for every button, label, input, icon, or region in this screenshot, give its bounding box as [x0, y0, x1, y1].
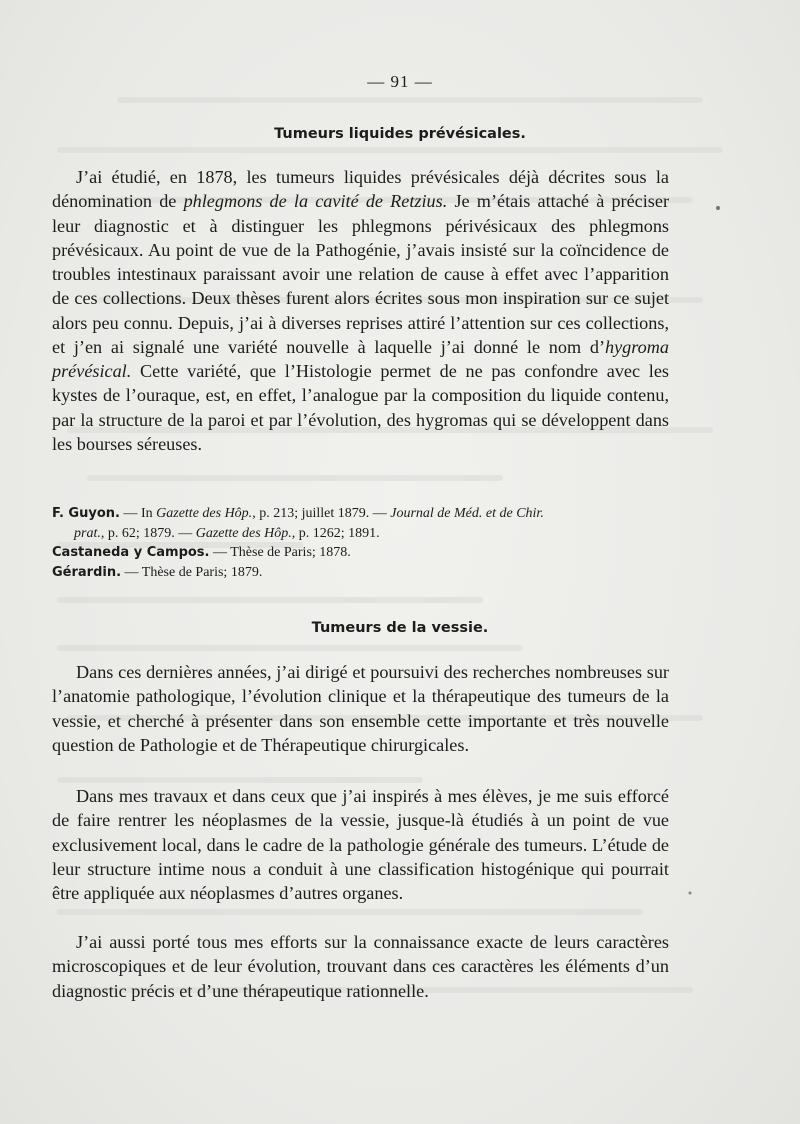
references-block	[52, 504, 677, 582]
reference-guyon-continued	[52, 524, 677, 544]
reference-author: F. Guyon.	[52, 506, 120, 521]
paragraph-text: Je m’étais attaché à préciser leur diagnostic et à distinguer les phlegmons périvésicaux des phlegmons prévésicaux. Au point de vue de la Pathogénie, j’avais insisté sur la coïncidence de troubles intestinaux paraissant avoir une relation de cause à effet avec l’apparition de ces collections. Deux thèses furent alors écrites sous mon inspiration sur ce sujet alors peu connu. Depuis, j’ai à diverses reprises attiré l’attention sur ces collections, et j’en ai signalé une variété nouvelle à laquelle j’ai donné le nom d’	[52, 191, 669, 357]
page-number: — 91 —	[367, 72, 433, 91]
reference-journal: prat.	[74, 525, 101, 541]
paragraph-bladder-3: J’ai aussi porté tous mes efforts sur la connaissance exacte de leurs caractères microscopiques et de leur évolution, trouvant dans ces caractères les éléments d’un diagnostic précis et d’une thérapeutique rationnelle.	[52, 932, 669, 1001]
italic-term: hygroma prévésical.	[52, 336, 669, 381]
reference-author: Castaneda y Campos.	[52, 545, 210, 560]
paragraph-bladder-2: Dans mes travaux et dans ceux que j’ai inspirés à mes élèves, je me suis efforcé de faire rentrer les néoplasmes de la vessie, jusque-là étudiés à un point de vue exclusivement local, dans le cadre de la pathologie générale des tumeurs. L’étude de leur structure intime nous a conduit à une classification histogénique qui pourrait être appliquée aux néoplasmes d’autres organes.	[52, 786, 669, 903]
section-title-liquid-tumors: Tumeurs liquides prévésicales.	[274, 126, 526, 142]
reference-journal: Journal de Méd. et de Chir.	[390, 506, 544, 521]
reference-text: — Thèse de Paris; 1879.	[121, 564, 263, 580]
paragraph-text: Cette variété, que l’Histologie permet de ne pas confondre avec les kystes de l’ouraque, est, en effet, l’analogue par la composition du liquide contenu, par la structure de la paroi et par l’évolution, des hygromas qui se développent dans les bourses séreuses.	[52, 361, 669, 454]
reference-author: Gérardin.	[52, 564, 122, 580]
paragraph-liquid-tumors	[52, 165, 669, 456]
reference-journal: Gazette des Hôp.	[156, 506, 253, 521]
reference-castaneda	[52, 543, 677, 563]
reference-text: , p. 1262; 1891.	[291, 525, 380, 541]
section-title-bladder-tumors: Tumeurs de la vessie.	[311, 620, 489, 636]
paragraph-bladder-1: Dans ces dernières années, j’ai dirigé et poursuivi des recherches nombreuses sur l’anatomie pathologique, l’évolution clinique et la thérapeutique des tumeurs de la vessie, et cherché à présenter dans son ensemble cette importante et très nouvelle question de Pathologie et de Thérapeutique chirurgicales.	[52, 662, 669, 755]
reference-text: , p. 213; juillet 1879. —	[252, 506, 391, 521]
paragraph-text: J’ai étudié, en 1878, les tumeurs liquides prévésicales déjà décrites sous la dénomination de	[52, 167, 669, 212]
reference-journal: Gazette des Hôp.	[195, 525, 292, 541]
reference-text: — In	[119, 506, 157, 521]
reference-text: , p. 62; 1879. —	[100, 525, 196, 541]
reference-gerardin	[52, 563, 677, 583]
reference-text: — Thèse de Paris; 1878.	[209, 545, 351, 560]
italic-term: phlegmons de la cavité de Retzius.	[183, 191, 448, 212]
reference-guyon	[52, 504, 677, 524]
